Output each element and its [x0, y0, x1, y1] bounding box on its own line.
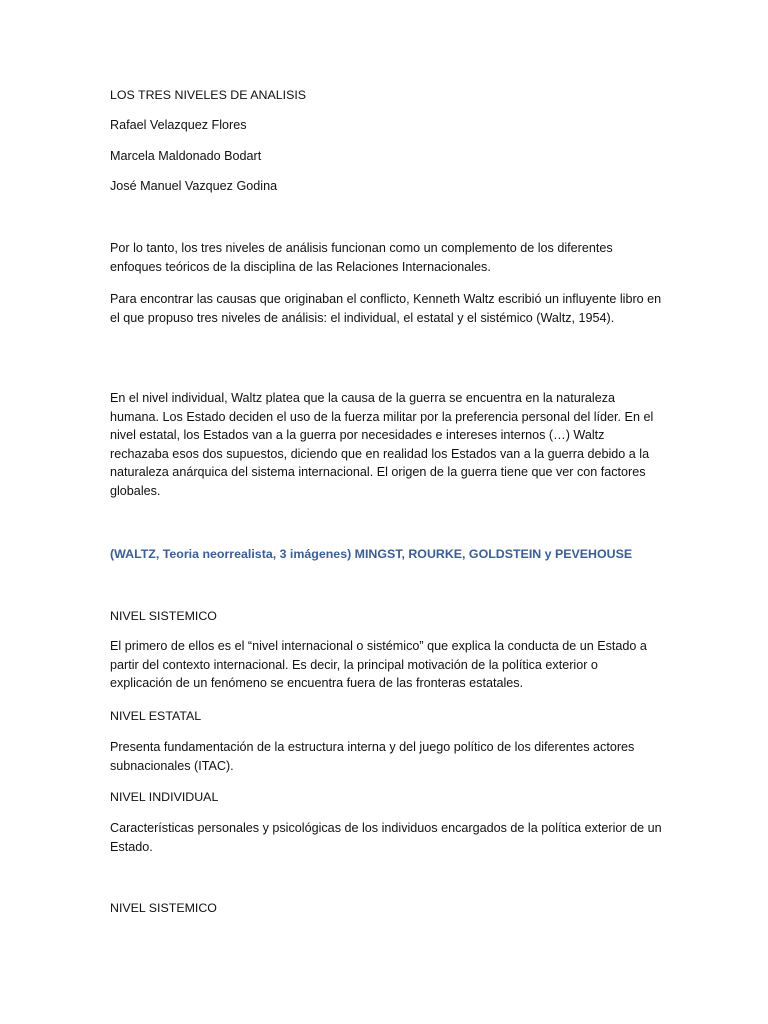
section-heading-individual: NIVEL INDIVIDUAL	[110, 790, 219, 804]
paragraph-waltz-intro: Para encontrar las causas que originaban el conflicto, Kenneth Waltz escribió un influyente libro en el que propuso tres niveles de análisis: el individual, el estatal y el sistémico (Waltz, 1954).	[110, 292, 662, 325]
paragraph-complement: Por lo tanto, los tres niveles de análisis funcionan como un complemento de los diferentes enfoques teóricos de la disciplina de las Relaciones Internacionales.	[110, 241, 613, 274]
author-3: José Manuel Vazquez Godina	[110, 179, 278, 193]
author-2: Marcela Maldonado Bodart	[110, 149, 262, 163]
final-section-heading: NIVEL SISTEMICO	[110, 901, 217, 915]
section-heading-estatal: NIVEL ESTATAL	[110, 709, 202, 723]
section-body-individual: Características personales y psicológicas de los individuos encargados de la política exterior de un Estado.	[110, 821, 662, 854]
paragraph-levels-explanation: En el nivel individual, Waltz platea que la causa de la guerra se encuentra en la naturaleza humana. Los Estado deciden el uso de la fuerza militar por la preferencia personal del líder. En el nivel estatal, los Estados van a la guerra por necesidades e intereses internos (…) Waltz rechazaba esos dos supuestos, diciendo que en realidad los Estados van a la guerra debido a la naturaleza anárquica del sistema internacional. El origen de la guerra tiene que ver con factores globales.	[110, 391, 654, 498]
author-1: Rafael Velazquez Flores	[110, 118, 247, 132]
section-body-sistemico: El primero de ellos es el “nivel internacional o sistémico” que explica la conducta de un Estado a partir del contexto internacional. Es decir, la principal motivación de la política exterior o explicación de un fenómeno se encuentra fuera de las fronteras estatales.	[110, 639, 647, 691]
section-heading-sistemico: NIVEL SISTEMICO	[110, 609, 217, 623]
reference-heading: (WALTZ, Teoria neorrealista, 3 imágenes) MINGST, ROURKE, GOLDSTEIN y PEVEHOUSE	[110, 547, 633, 561]
document-title: LOS TRES NIVELES DE ANALISIS	[110, 88, 307, 102]
section-body-estatal: Presenta fundamentación de la estructura interna y del juego político de los diferentes actores subnacionales (ITAC).	[110, 740, 635, 773]
